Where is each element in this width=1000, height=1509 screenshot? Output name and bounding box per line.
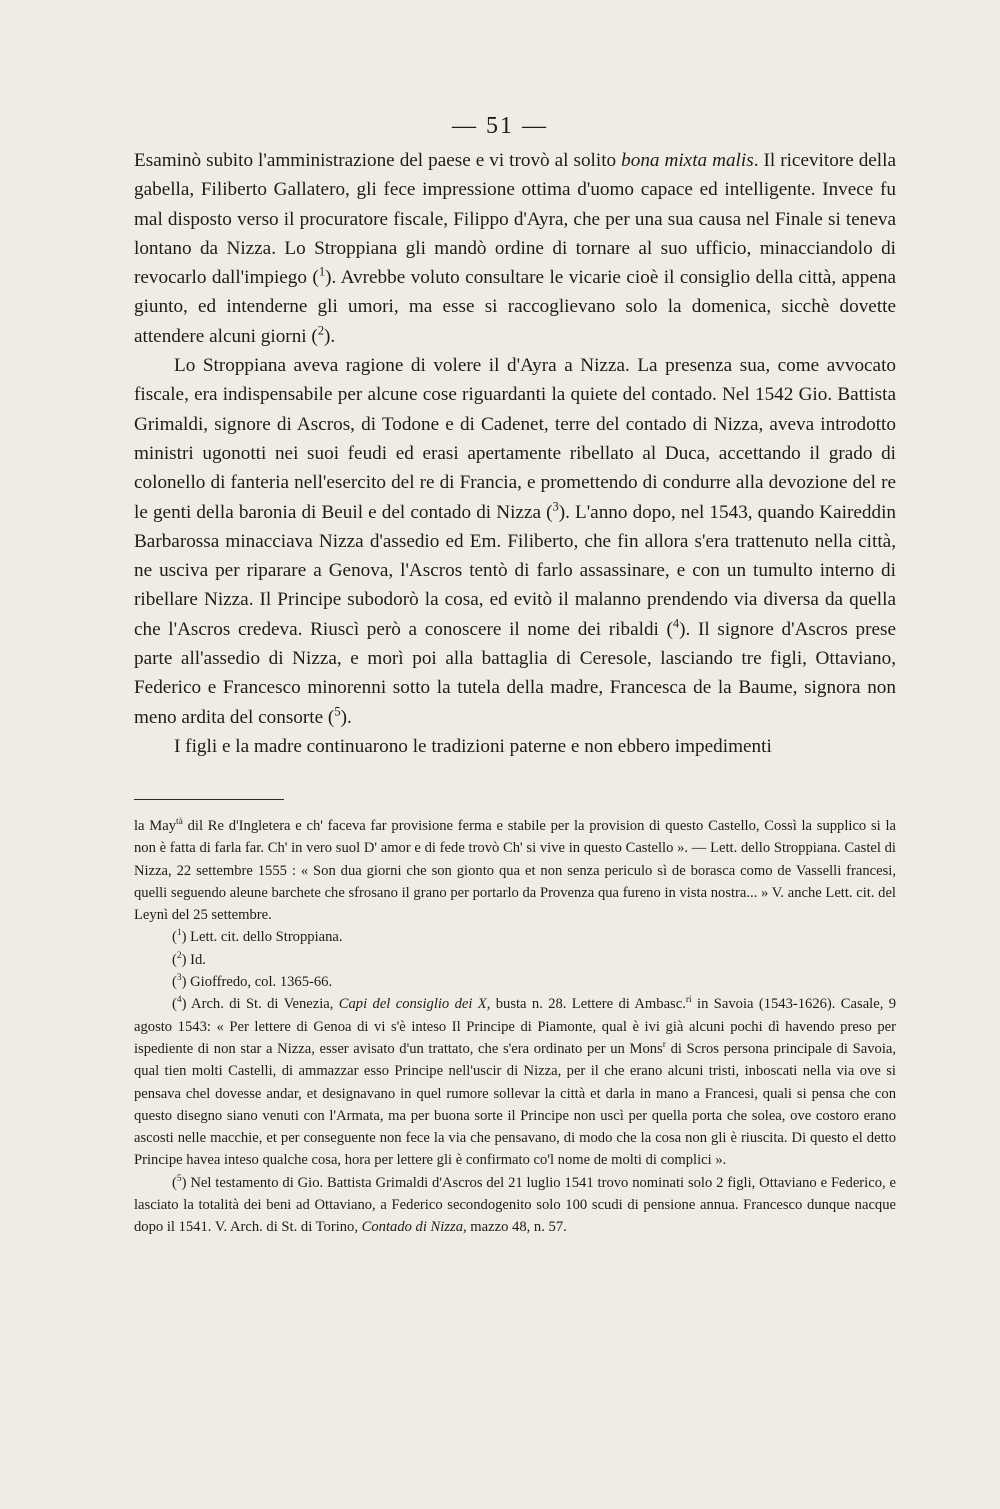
page-number: — 51 — — [452, 113, 548, 139]
text-run: ) Nel testamento di Gio. Battista Grimaldi d'Ascros del 21 luglio 1541 trovo nominati solo 2 figli, Ottaviano e Federico, e lasciato la totalità dei beni ad Ottaviano, a Federico secondogenito solo 100 scudi di pensione annua. Francesco dunque nacque dopo il 1541. V. Arch. di St. di Torino, — [134, 1174, 896, 1236]
text-run: ). — [340, 706, 352, 728]
text-run: ) Arch. di St. di Venezia, — [181, 996, 339, 1013]
italic-text: Contado di Nizza, — [361, 1219, 467, 1236]
text-run: ). L'anno dopo, nel 1543, quando Kaireddin Barbarossa minacciava Nizza d'assedio ed Em. Filiberto, che fin allora s'era trattenuto nella città, ne usciva per riparare a Genova, l'Ascros tentò di farlo assassinare, e con un tumulto interno di ribellare Nizza. Il Principe subodorò la cosa, ed evitò il malanno prendendo via diversa da quella che l'Ascros credeva. Riuscì però a conoscere il nome dei ribaldi ( — [134, 501, 897, 640]
footnote — [134, 971, 896, 993]
footnotes — [134, 815, 896, 1239]
italic-text: Capi del consiglio dei X, — [338, 996, 491, 1013]
text-run: ). Il signore d'Ascros prese parte all'assedio di Nizza, e morì poi alla battaglia di Ceresole, lasciando tre figli, Ottaviano, Federico e Francesco minorenni sotto la tutela della madre, Francesca de la Baume, signora non meno ardita del consorte ( — [134, 618, 896, 728]
text-run: ( — [172, 929, 177, 946]
superscript: 1 — [176, 928, 182, 939]
text-run: in Savoia (1543-1626). Casale, 9 agosto 1543: « Per lettere di Genoa di vi s'è inteso Il Principe di Piamonte, qual è ivi già alcuni pochi dì havendo preso per ispediente di non star a Nizza, esser avisato d'un trattato, che s'era ordinato per un Mons — [134, 996, 897, 1057]
superscript: 4 — [176, 995, 182, 1006]
footnote — [134, 993, 896, 1171]
superscript: ri — [685, 995, 692, 1006]
footnote-separator — [134, 799, 284, 800]
text-run: . Il ricevitore della gabella, Filiberto Gallatero, gli fece impressione ottima d'uomo capace ed intelligente. Invece fu mal disposto verso il procuratore fiscale, Filippo d'Ayra, che per una sua causa nel Finale si teneva lontano da Nizza. Lo Stroppiana gli mandò ordine di tornare al suo ufficio, minacciandolo di revocarlo dall'impiego ( — [134, 150, 896, 289]
text-run: ). — [324, 325, 336, 347]
text-run: Esaminò subito l'amministrazione del paese e vi trovò al solito — [134, 150, 622, 171]
superscript: 3 — [552, 499, 559, 514]
text-run: ( — [172, 1174, 177, 1191]
text-run: ) Gioffredo, col. 1365-66. — [181, 974, 333, 991]
text-run: la May — [134, 818, 177, 834]
paragraph — [134, 146, 896, 351]
footnote — [134, 815, 896, 926]
superscript: 5 — [176, 1173, 182, 1184]
text-run: mazzo 48, n. 57. — [466, 1219, 567, 1236]
superscript: r — [662, 1040, 666, 1051]
text-run: dil Re d'Ingletera e ch' faceva far provisione ferma e stabile per la provision di questo Castello, Cossì la supplico si la non è fatta di farla far. Ch' in vero suol D' amor e di fede trovò Ch' si vive in questo Castello ». — Lett. dello Stroppiana. Castel di Nizza, 22 settembre 1555 : « Son dua giorni che son gionto qua et non senza periculo sì de borasca como de Vasselli francesi, quelli seguendo aleune barchete che sfrosano il grano per portarlo da Provenza qua fureno in vista nostra... » V. anche Lett. cit. del Leynì del 25 settembre. — [134, 818, 896, 924]
superscript: 2 — [317, 323, 325, 338]
text-run: ( — [172, 996, 177, 1013]
text-run: ( — [172, 951, 177, 968]
paragraph — [134, 732, 896, 761]
superscript: 3 — [176, 973, 182, 984]
superscript: 5 — [334, 704, 341, 719]
text-run: ). Avrebbe voluto consultare le vicarie cioè il consiglio della città, appena giunto, ed intenderne gli umori, ma esse si raccoglievano solo la domenica, sicchè dovette attendere alcuni giorni ( — [134, 267, 896, 347]
text-run: ( — [172, 974, 177, 991]
main-text — [134, 146, 896, 761]
footnote — [134, 1172, 896, 1239]
superscript: tà — [176, 817, 183, 828]
text-run: busta n. 28. Lettere di Ambasc. — [490, 996, 686, 1013]
footnote — [134, 949, 896, 971]
superscript: 1 — [318, 264, 326, 279]
text-run: ) Lett. cit. dello Stroppiana. — [181, 929, 343, 946]
text-run: I figli e la madre continuarono le tradizioni paterne e non ebbero impedimenti — [174, 735, 772, 757]
superscript: 2 — [176, 950, 182, 961]
superscript: 4 — [672, 616, 680, 631]
paragraph — [134, 351, 896, 732]
footnote — [134, 926, 896, 948]
text-run: ) Id. — [181, 951, 206, 968]
text-run: di Scros persona principale di Savoia, qual tien molti Castelli, di ammazzar esso Principe nell'uscir di Nizza, per il che erano alcuni tristi, inboscati nella via ove si pensava chel dovesse andar, et designavano in quel rumore sollevar la città et darla in mano a Francesi, quali si pensa che con questo disegno siano venuti con l'Armata, ma per buona sorte il Principe non uscì per quella porta che solea, ove costoro erano ascosti nelle macchie, et per conseguente non fece la via che pensavano, di modo che la cosa non gli è riuscita. Di questo el detto Principe havea inteso qualche cosa, hora per lettere gli è confirmato co'l nome de molti di complici ». — [134, 1040, 896, 1169]
italic-text: bona mixta malis — [621, 150, 754, 171]
text-run: Lo Stroppiana aveva ragione di volere il d'Ayra a Nizza. La presenza sua, come avvocato fiscale, era indispensabile per alcune cose riguardanti la quiete del contado. Nel 1542 Gio. Battista Grimaldi, signore di Ascros, di Todone e di Cadenet, terre del contado di Nizza, aveva introdotto ministri ugonotti nei suoi feudi ed erasi apertamente ribellato al Duca, accettando il grado di colonello di fanteria nell'esercito del re di Francia, e promettendo di condurre alla devozione del re le genti della baronia di Beuil e del contado di Nizza ( — [134, 355, 896, 523]
